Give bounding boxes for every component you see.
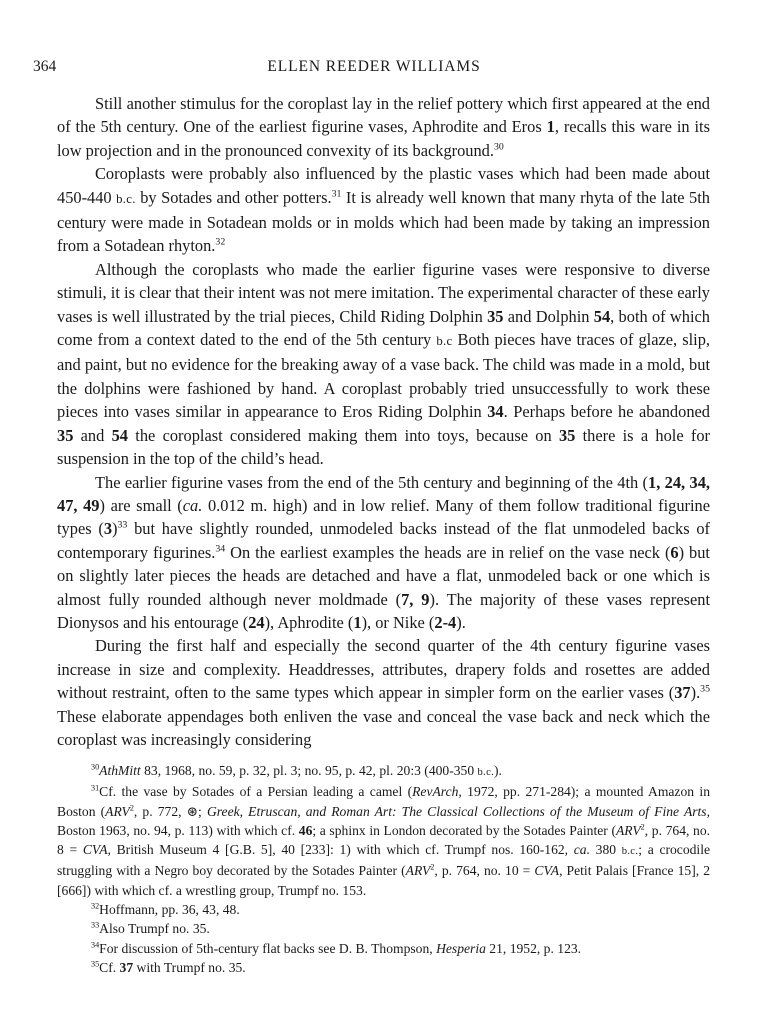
footnote: $^{35}$Cf. 37 with Trumpf no. 35. — [91, 959, 246, 975]
figure-reference: 35 — [487, 306, 504, 326]
small-caps-abbrev: b.c — [436, 334, 453, 349]
figure-reference: 54 — [111, 425, 128, 445]
footnote-number: 34 — [91, 940, 100, 950]
running-header — [33, 58, 715, 78]
figure-reference: 7, 9 — [401, 589, 430, 609]
footnote-marker: 30 — [493, 141, 504, 153]
footnote: $^{31}$Cf. the vase by Sotades of a Persian leading a camel (RevArch, 1972, pp. 271-284); a mounted Amazon in Boston (ARV$^2$, p. 772, ⊛; Greek, Etruscan, and Roman Art: The Classical Collections of the Museum of Fine Arts, Boston 1963, no. 94, p. 113) with which cf. 46; a sphinx in London decorated by the Sotades Painter (ARV$^2$, p. 764, no. 8 = CVA, British Museum 4 [G.B. 5], 40 [233]: 1) with which cf. Trumpf nos. 160-162, ca. 380 b.c.; a crocodile struggling with a Negro boy decorated by the Sotades Painter (ARV$^2$, p. 764, no. 10 = CVA, Petit Palais [France 15], 2 [666]) with which cf. a wrestling group, Trumpf no. 153. — [57, 783, 711, 898]
footnote-marker: 34 — [215, 543, 226, 555]
footnote-marker: 33 — [117, 519, 128, 531]
italic-abbrev: ca. — [182, 495, 203, 515]
footnote-marker: 31 — [331, 188, 342, 200]
figure-reference: 37 — [119, 959, 134, 975]
footnotes — [57, 761, 710, 977]
footnote-number: 32 — [91, 901, 100, 911]
figure-reference: 1 — [546, 117, 555, 137]
paragraph: Still another stimulus for the coroplast lay in the relief pottery which first appeared at the end of the 5th century. One of the earliest figurine vases, Aphrodite and Eros 1, recalls this ware in its low projection and in the pronounced convexity of its background.$^{30}$ — [57, 94, 710, 160]
footnote-number: 31 — [91, 783, 100, 793]
figure-reference: 54 — [593, 306, 611, 326]
running-title: ELLEN REEDER WILLIAMS — [267, 58, 481, 75]
paragraph: Although the coroplasts who made the earlier figurine vases were responsive to diverse stimuli, it is clear that their intent was not mere imitation. The experimental character of these early vases is well illustrated by the trial pieces, Child Riding Dolphin 35 and Dolphin 54, both of which come from a context dated to the end of the 5th century b.c Both pieces have traces of glaze, slip, and paint, but no evidence for the breaking away of a vase back. The child was made in a mold, but the dolphins were fashioned by hand. A coroplast probably tried unsuccessfully to work these pieces into vases similar in appearance to Eros Riding Dolphin 34. Perhaps before he abandoned 35 and 54 the coroplast considered making them into toys, because on 35 there is a hole for suspension in the top of the child’s head. — [57, 259, 710, 469]
figure-reference: 34 — [487, 402, 504, 422]
figure-reference: 2-4 — [434, 612, 457, 632]
paragraph: During the first half and especially the second quarter of the 4th century figurine vases increase in size and complexity. Headdresses, attributes, drapery folds and rosettes are added without restraint, often to the same types which appear in simpler form on the earlier vases (37).$^{35}$ These elaborate appendages both enliven the vase and conceal the vase back and neck which the coroplast was increasingly considering — [57, 636, 710, 749]
figure-reference: 35 — [57, 425, 74, 445]
page-number: 364 — [33, 58, 57, 75]
figure-reference: 1 — [353, 612, 362, 632]
figure-reference: 6 — [670, 542, 679, 562]
footnote: $^{33}$Also Trumpf no. 35. — [91, 920, 210, 937]
footnote-number: 35 — [91, 959, 100, 969]
footnote: $^{34}$For discussion of 5th-century flat backs see D. B. Thompson, Hesperia 21, 1952, p. 123. — [91, 940, 582, 956]
small-caps-abbrev: b.c. — [116, 191, 136, 206]
paragraph: The earlier figurine vases from the end of the 5th century and beginning of the 4th (1, 24, 34, 47, 49) are small (ca. 0.012 m. high) and in low relief. Many of them follow traditional figurine types $(3)^{33}$ but have slightly rounded, unmodeled backs instead of the flat unmodeled backs of contemporary figurines.$^{34}$ On the earliest examples the heads are in relief on the vase neck (6) but on slightly later pieces the heads are detached and have a flat, unmodeled back or one which is almost fully rounded although never moldmade (7, 9). The majority of these vases represent Dionysos and his entourage (24), Aphrodite (1), or Nike (2-4). — [57, 472, 711, 632]
paragraph: Coroplasts were probably also influenced by the plastic vases which had been made about 450-440 b.c. by Sotades and other potters.$^{31}$ It is already well known that many rhyta of the late 5th century were made in Sotadean molds or in molds which had been made by taking an impression from a Sotadean rhyton.$^{32}$ — [57, 164, 711, 256]
figure-reference: 35 — [558, 425, 576, 445]
footnote-marker: 32 — [215, 236, 226, 248]
figure-reference: 24 — [248, 612, 265, 632]
figure-reference: 3 — [103, 519, 113, 539]
footnote-number: 33 — [91, 920, 100, 930]
figure-reference: 37 — [674, 683, 691, 703]
main-text — [57, 92, 710, 751]
figure-reference: 1, 24, 34, 47, 49 — [57, 472, 710, 515]
footnote-marker: 35 — [700, 683, 710, 695]
footnote: $^{30}$AthMitt 83, 1968, no. 59, p. 32, pl. 3; no. 95, p. 42, pl. 20:3 (400-350 b.c.). — [91, 762, 502, 778]
figure-reference: 46 — [298, 822, 313, 838]
footnote-number: 30 — [91, 762, 100, 772]
footnote: $^{32}$Hoffmann, pp. 36, 43, 48. — [91, 901, 240, 918]
